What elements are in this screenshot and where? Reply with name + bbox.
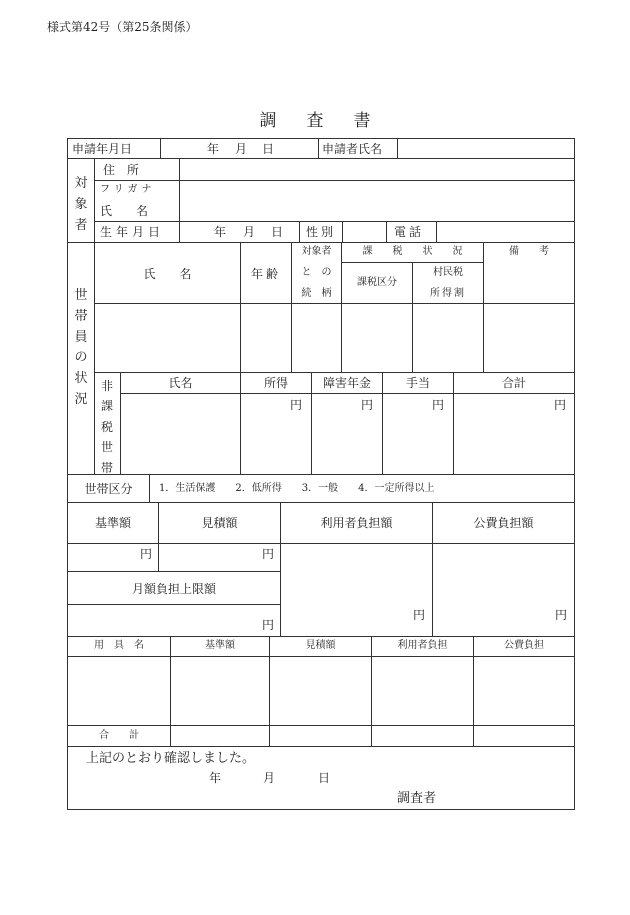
standard-amount-yen: 円: [140, 547, 153, 561]
category-label: 世帯区分: [84, 482, 133, 496]
eq-estimate-field[interactable]: [269, 656, 372, 726]
applicant-name-label: 申請者氏名: [322, 142, 383, 156]
hh-relation-header-2: と の: [301, 267, 332, 278]
hh-tax-category-field[interactable]: [341, 303, 413, 373]
user-burden-label: 利用者負担額: [320, 516, 393, 530]
confirmation-month: 月: [263, 771, 276, 785]
phone-label: 電話: [394, 225, 425, 239]
user-burden-field[interactable]: [280, 543, 433, 637]
eq-standard-header: 基準額: [205, 640, 235, 651]
user-burden-yen: 円: [413, 608, 426, 622]
birth-month: 月: [243, 225, 256, 239]
birth-day: 日: [271, 225, 284, 239]
eq-standard-field[interactable]: [170, 656, 270, 726]
hh-relation-header-3: 続 柄: [301, 288, 332, 299]
hh-relation-field[interactable]: [291, 303, 342, 373]
nontax-total-yen: 円: [554, 398, 567, 412]
confirmation-year: 年: [209, 771, 222, 785]
standard-amount-label: 基準額: [94, 516, 131, 530]
application-date-year: 年: [207, 142, 220, 156]
eq-total-estimate-field[interactable]: [269, 725, 372, 747]
application-date-month: 月: [235, 142, 248, 156]
subject-name-field[interactable]: [179, 180, 575, 222]
hh-municipal-tax-header-1: 村民税: [433, 267, 463, 278]
birth-year: 年: [214, 225, 227, 239]
address-label: 住 所: [103, 163, 140, 177]
monthly-cap-yen: 円: [262, 618, 275, 632]
sex-label: 性別: [306, 225, 337, 239]
hh-name-field[interactable]: [94, 303, 241, 373]
hh-age-header: 年齢: [250, 267, 281, 281]
nontax-section-label: 非課税世帯: [100, 379, 113, 475]
eq-total-standard-field[interactable]: [170, 725, 270, 747]
eq-public-header: 公費負担: [504, 640, 544, 651]
estimate-amount-label: 見積額: [201, 516, 238, 530]
nontax-pension-header: 障害年金: [322, 376, 371, 390]
public-burden-field[interactable]: [432, 543, 575, 637]
nontax-total-header: 合計: [501, 376, 526, 390]
estimate-amount-yen: 円: [262, 547, 275, 561]
category-options: 1．生活保護 2．低所得 3．一般 4．一定所得以上: [159, 483, 435, 494]
hh-tax-status-header: 課 税 状 況: [362, 246, 463, 257]
eq-public-field[interactable]: [473, 656, 575, 726]
confirmation-text: 上記のとおり確認しました。: [86, 751, 256, 766]
eq-total-public-field[interactable]: [473, 725, 575, 747]
application-date-day: 日: [262, 142, 275, 156]
nontax-allowance-yen: 円: [432, 398, 445, 412]
hh-remarks-field[interactable]: [483, 303, 575, 373]
monthly-cap-field[interactable]: [67, 604, 281, 637]
nontax-income-yen: 円: [290, 398, 303, 412]
furigana-label: フリガナ: [100, 184, 156, 195]
survey-form: [67, 138, 575, 810]
nontax-name-header: 氏名: [168, 376, 193, 390]
hh-tax-category-header: 課税区分: [357, 277, 397, 288]
confirmation-day: 日: [318, 771, 331, 785]
hh-municipal-tax-field[interactable]: [412, 303, 484, 373]
eq-estimate-header: 見積額: [305, 640, 336, 651]
eq-user-field[interactable]: [371, 656, 474, 726]
hh-remarks-header: 備 考: [509, 246, 549, 257]
investigator-label: 調査者: [397, 791, 437, 806]
address-field[interactable]: [179, 158, 575, 181]
application-date-label: 申請年月日: [72, 142, 133, 156]
nontax-allowance-header: 手当: [405, 376, 430, 390]
hh-relation-header-1: 対象者: [301, 246, 332, 257]
eq-total-label: 合 計: [99, 730, 139, 741]
household-section-label: 世帯員の状況: [74, 288, 88, 407]
nontax-pension-yen: 円: [361, 398, 374, 412]
eq-user-header: 利用者負担: [397, 640, 448, 651]
eq-item-field[interactable]: [67, 656, 171, 726]
hh-name-header: 氏 名: [143, 267, 192, 281]
form-number: 様式第42号（第25条関係）: [47, 20, 198, 34]
subject-name-label: 氏 名: [100, 204, 149, 218]
eq-total-user-field[interactable]: [371, 725, 474, 747]
public-burden-yen: 円: [555, 608, 568, 622]
phone-field[interactable]: [436, 221, 575, 243]
nontax-name-field[interactable]: [120, 393, 241, 475]
birthdate-label: 生年月日: [100, 225, 165, 239]
subject-section-label: 対象者: [74, 176, 88, 233]
applicant-name-field[interactable]: [397, 138, 575, 159]
eq-item-header: 用 具 名: [94, 640, 144, 651]
hh-age-field[interactable]: [240, 303, 292, 373]
monthly-cap-label: 月額負担上限額: [131, 582, 216, 596]
page-title: 調査書: [259, 111, 401, 131]
sex-field[interactable]: [342, 221, 387, 243]
hh-municipal-tax-header-2: 所得割: [430, 288, 466, 299]
public-burden-label: 公費負担額: [473, 516, 534, 530]
nontax-income-header: 所得: [263, 376, 288, 390]
